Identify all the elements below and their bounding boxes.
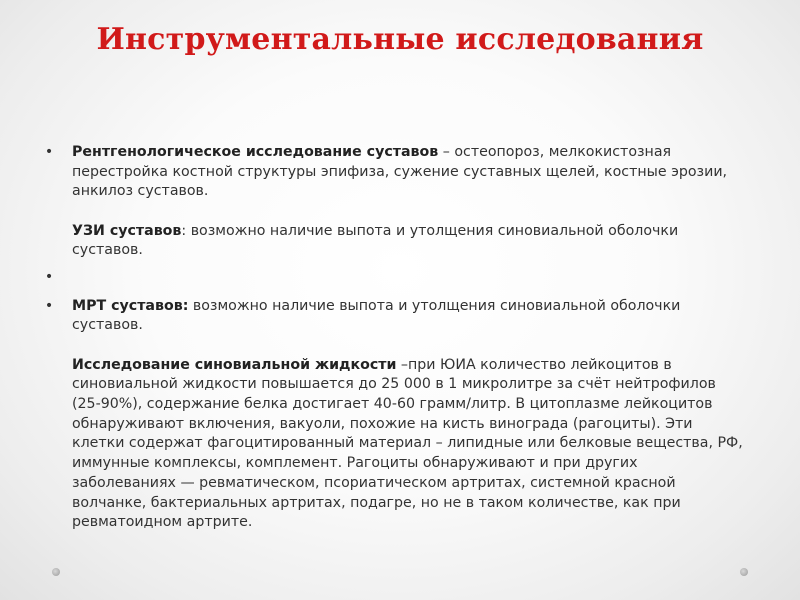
xray-text: – остеопороз, мелкокистозная перестройка костной структуры эпифиза, сужение суставных щелей, костные эрозии, анкилоз суставов.	[72, 144, 728, 200]
bullet-icon: •	[44, 144, 54, 160]
bullet-item-empty	[44, 268, 744, 288]
synovial-paragraph	[72, 356, 744, 533]
bullet-list	[44, 143, 744, 533]
mri-heading: МРТ суставов:	[72, 297, 189, 314]
bullet-item-mri	[44, 297, 744, 533]
slide-title: Инструментальные исследования	[96, 22, 704, 57]
corner-dot-icon	[740, 568, 748, 576]
ultrasound-paragraph	[72, 222, 744, 261]
bullet-icon: •	[44, 269, 54, 286]
bullet-icon: •	[44, 297, 54, 314]
mri-paragraph	[72, 297, 744, 336]
mri-text: возможно наличие выпота и утолщения синовиальной оболочки суставов.	[72, 297, 681, 334]
synovial-text: –при ЮИА количество лейкоцитов в синовиальной жидкости повышается до 25 000 в 1 микролитре за счёт нейтрофилов (25-90%), содержание белка достигает 40-60 грамм/литр. В цитоплазме лейкоцитов обнаруживают включения, вакуоли, похожие на кисть винограда (рагоциты). Эти клетки содержат фагоцитированный материал – липидные или белковые вещества, РФ, иммунные комплексы, комплемент. Рагоциты обнаруживают и при других заболеваниях — ревматическом, псориатическом артритах, системной красной волчанке, бактериальных артритах, подагре, но не в таком количестве, как при ревматоидном артрите.	[72, 356, 743, 531]
bullet-item-xray	[44, 143, 744, 261]
synovial-heading: Исследование синовиальной жидкости	[72, 356, 397, 373]
xray-heading: Рентгенологическое исследование суставов	[72, 144, 439, 160]
corner-dot-icon	[52, 568, 60, 576]
ultrasound-text: : возможно наличие выпота и утолщения синовиальной оболочки суставов.	[72, 222, 679, 259]
ultrasound-heading: УЗИ суставов	[72, 222, 182, 239]
xray-paragraph	[72, 143, 744, 202]
